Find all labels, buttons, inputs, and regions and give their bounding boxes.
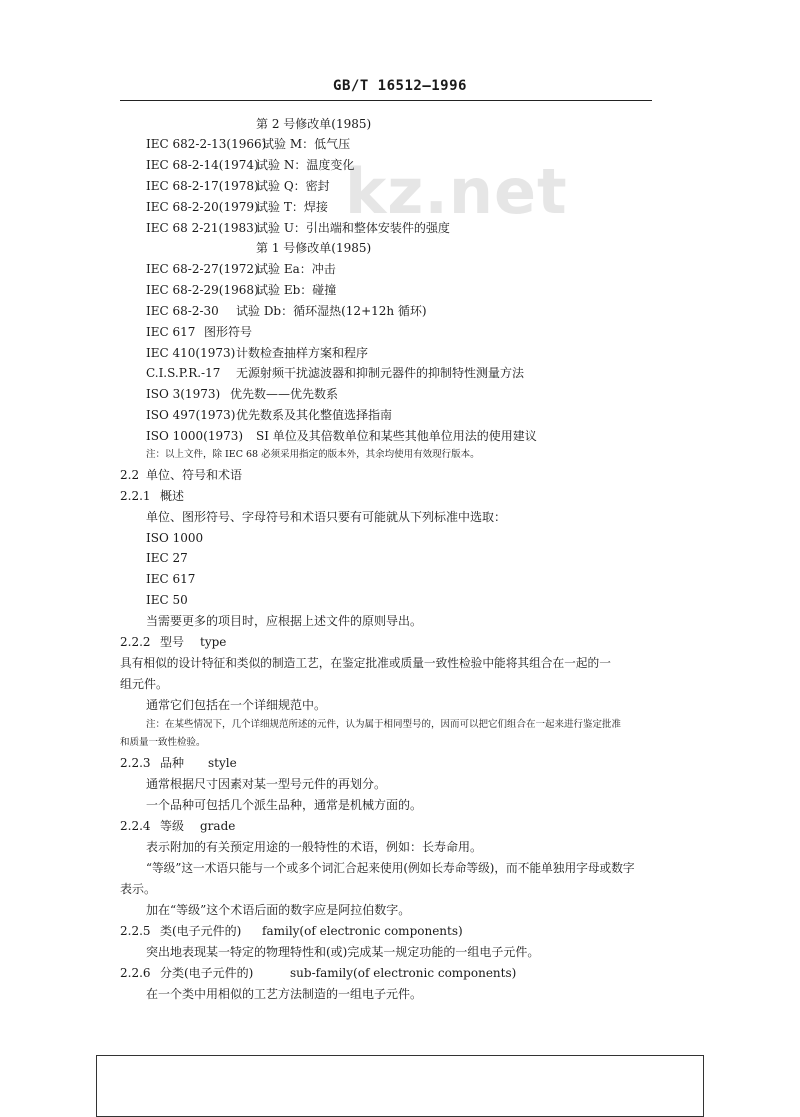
section-number: 2.2 <box>120 468 140 482</box>
standard-list-item: IEC 617 <box>146 572 196 586</box>
reference-code: IEC 68 2-21(1983) <box>146 221 259 235</box>
paragraph: 在一个类中用相似的工艺方法制造的一组电子元件。 <box>146 987 423 1001</box>
paragraph: 加在“等级”这个术语后面的数字应是阿拉伯数字。 <box>146 903 411 917</box>
section-title: 概述 <box>160 489 185 503</box>
section-number: 2.2.5 <box>120 924 151 938</box>
reference-code: ISO 497(1973) <box>146 408 236 422</box>
section-title: 分类(电子元件的) <box>160 966 254 980</box>
bottom-frame <box>96 1055 704 1117</box>
paragraph: 当需要更多的项目时，应根据上述文件的原则导出。 <box>146 614 423 628</box>
section-title: 单位、符号和术语 <box>146 468 243 482</box>
reference-code: IEC 68-2-14(1974) <box>146 158 259 172</box>
section-number: 2.2.3 <box>120 756 151 770</box>
section-term-english: type <box>200 635 227 649</box>
page-header-standard-number: GB/T 16512—1996 <box>333 78 467 94</box>
reference-title: 试验 Eb：碰撞 <box>256 283 337 297</box>
reference-title: 试验 Ea：冲击 <box>256 262 336 276</box>
reference-title: 试验 N：温度变化 <box>256 158 355 172</box>
section-title: 型号 <box>160 635 185 649</box>
reference-code: IEC 682-2-13(1966) <box>146 137 267 151</box>
note: 注：在某些情况下，几个详细规范所述的元件，认为属于相同型号的，因而可以把它们组合在一起来进行鉴定批准 <box>146 719 622 730</box>
note: 和质量一致性检验。 <box>120 737 206 748</box>
paragraph: 表示。 <box>120 882 157 896</box>
standard-list-item: IEC 50 <box>146 593 188 607</box>
reference-code: IEC 68-2-27(1972) <box>146 262 259 276</box>
section-term-english: family(of electronic components) <box>262 924 463 938</box>
paragraph: 组元件。 <box>120 677 169 691</box>
reference-title: 试验 T：焊接 <box>256 200 328 214</box>
section-number: 2.2.1 <box>120 489 151 503</box>
reference-code: ISO 1000(1973) <box>146 429 244 443</box>
reference-title: 试验 M：低气压 <box>262 137 351 151</box>
section-term-english: sub-family(of electronic components) <box>290 966 517 980</box>
paragraph: 一个品种可包括几个派生品种，通常是机械方面的。 <box>146 798 423 812</box>
section-title: 类(电子元件的) <box>160 924 242 938</box>
reference-title: 计数检查抽样方案和程序 <box>236 346 369 360</box>
paragraph: 突出地表现某一特定的物理特性和(或)完成某一规定功能的一组电子元件。 <box>146 945 540 959</box>
amendment-label: 第 2 号修改单(1985) <box>256 117 372 131</box>
reference-code: IEC 68-2-20(1979) <box>146 200 259 214</box>
paragraph: 单位、图形符号、字母符号和术语只要有可能就从下列标准中选取： <box>146 510 507 524</box>
section-term-english: style <box>208 756 237 770</box>
reference-title: SI 单位及其倍数单位和某些其他单位用法的使用建议 <box>256 429 537 443</box>
reference-code: IEC 68-2-17(1978) <box>146 179 259 193</box>
reference-title: 试验 Q：密封 <box>256 179 330 193</box>
standard-list-item: IEC 27 <box>146 551 188 565</box>
reference-title: 优先数系及其化整值选择指南 <box>236 408 393 422</box>
section-number: 2.2.6 <box>120 966 151 980</box>
reference-title: 试验 Db：循环湿热(12+12h 循环) <box>236 304 427 318</box>
paragraph: 具有相似的设计特征和类似的制造工艺，在鉴定批准或质量一致性检验中能将其组合在一起的一 <box>120 656 611 670</box>
paragraph: “等级”这一术语只能与一个或多个词汇合起来使用(例如长寿命等级)，而不能单独用字母或数字 <box>146 861 635 875</box>
reference-title: 无源射频干扰滤波器和抑制元器件的抑制特性测量方法 <box>236 366 525 380</box>
reference-code: IEC 68-2-29(1968) <box>146 283 259 297</box>
paragraph: 通常它们包括在一个详细规范中。 <box>146 698 327 712</box>
standard-list-item: ISO 1000 <box>146 531 204 545</box>
paragraph: 表示附加的有关预定用途的一般特性的术语，例如：长寿命用。 <box>146 840 483 854</box>
reference-code: C.I.S.P.R.-17 <box>146 366 221 380</box>
reference-title: 图形符号 <box>204 325 253 339</box>
section-title: 品种 <box>160 756 185 770</box>
paragraph: 通常根据尺寸因素对某一型号元件的再划分。 <box>146 777 387 791</box>
reference-code: IEC 68-2-30 <box>146 304 219 318</box>
reference-code: ISO 3(1973) <box>146 387 221 401</box>
reference-code: IEC 617 <box>146 325 196 339</box>
section-term-english: grade <box>200 819 236 833</box>
watermark: kz.net <box>345 155 568 228</box>
section-title: 等级 <box>160 819 185 833</box>
reference-title: 优先数——优先数系 <box>230 387 339 401</box>
amendment-label: 第 1 号修改单(1985) <box>256 241 372 255</box>
reference-note: 注：以上文件，除 IEC 68 必须采用指定的版本外，其余均使用有效现行版本。 <box>146 449 480 460</box>
section-number: 2.2.2 <box>120 635 151 649</box>
section-number: 2.2.4 <box>120 819 151 833</box>
header-rule <box>120 100 652 101</box>
reference-code: IEC 410(1973) <box>146 346 236 360</box>
reference-title: 试验 U：引出端和整体安装件的强度 <box>256 221 450 235</box>
